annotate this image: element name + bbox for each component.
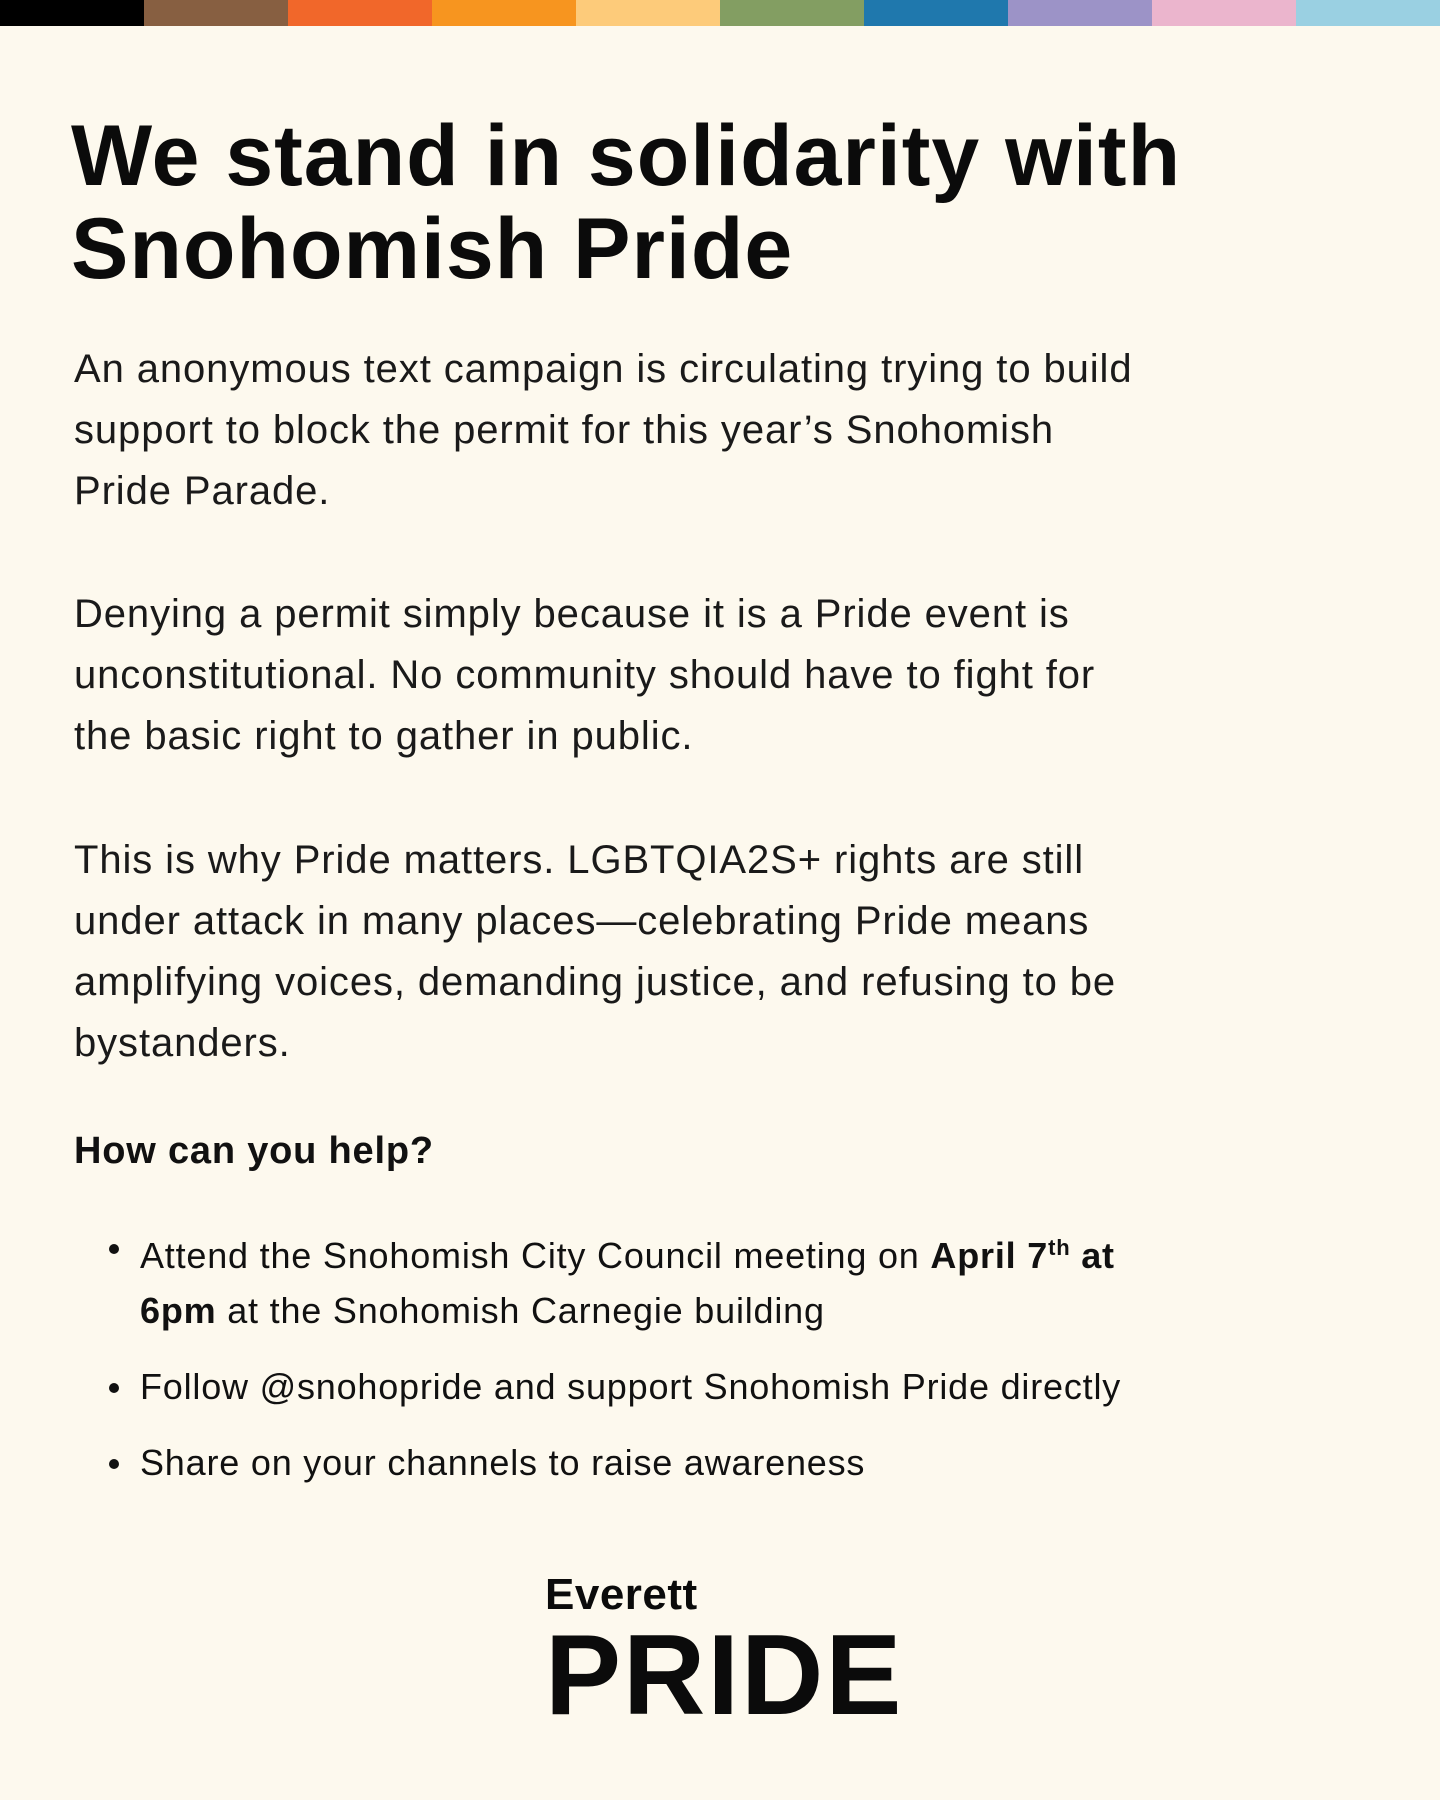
stripe-purple [1008, 0, 1152, 26]
paragraph-campaign [74, 339, 1133, 522]
stripe-black [0, 0, 144, 26]
text: Attend the Snohomish City Council meeting on [140, 1235, 931, 1276]
text-line: bystanders. [74, 1021, 291, 1065]
stripe-blue [864, 0, 1008, 26]
text-line: unconstitutional. No community should have to fight for [74, 653, 1096, 697]
title-line: We stand in solidarity with [71, 108, 1182, 204]
stripe-pink [1152, 0, 1296, 26]
date-bold [930, 1235, 1114, 1276]
help-list [140, 1220, 1121, 1511]
list-item [140, 1220, 1121, 1338]
text-line: Pride Parade. [74, 469, 331, 513]
stripe-red-orange [288, 0, 432, 26]
paragraph-permit [74, 584, 1095, 767]
logo-pride: PRIDE [545, 1612, 904, 1739]
everett-pride-logo [545, 1570, 904, 1739]
stripe-yellow [576, 0, 720, 26]
stripe-orange [432, 0, 576, 26]
text-line: An anonymous text campaign is circulating trying to build [74, 347, 1133, 391]
text-line: support to block the permit for this year’s Snohomish [74, 408, 1055, 452]
text-line: under attack in many places—celebrating Pride means [74, 899, 1090, 943]
ordinal-suffix: th [1048, 1235, 1071, 1260]
paragraph-why-pride [74, 830, 1116, 1074]
pride-color-stripe [0, 0, 1440, 26]
text: at [1070, 1235, 1115, 1276]
text: April 7 [930, 1235, 1049, 1276]
list-item: Follow @snohopride and support Snohomish Pride directly [140, 1359, 1121, 1414]
list-item: Share on your channels to raise awareness [140, 1435, 1121, 1490]
text-line: This is why Pride matters. LGBTQIA2S+ rights are still [74, 838, 1085, 882]
help-heading: How can you help? [74, 1130, 434, 1172]
text-line: the basic right to gather in public. [74, 714, 694, 758]
stripe-light-blue [1296, 0, 1440, 26]
stripe-green [720, 0, 864, 26]
title-line: Snohomish Pride [71, 201, 794, 297]
page-title [71, 110, 1181, 296]
text: at the Snohomish Carnegie building [216, 1290, 825, 1331]
time-bold: 6pm [140, 1290, 217, 1331]
text-line: amplifying voices, demanding justice, and refusing to be [74, 960, 1117, 1004]
text-line: Denying a permit simply because it is a Pride event is [74, 592, 1070, 636]
logo-everett: Everett [545, 1570, 698, 1619]
stripe-brown [144, 0, 288, 26]
